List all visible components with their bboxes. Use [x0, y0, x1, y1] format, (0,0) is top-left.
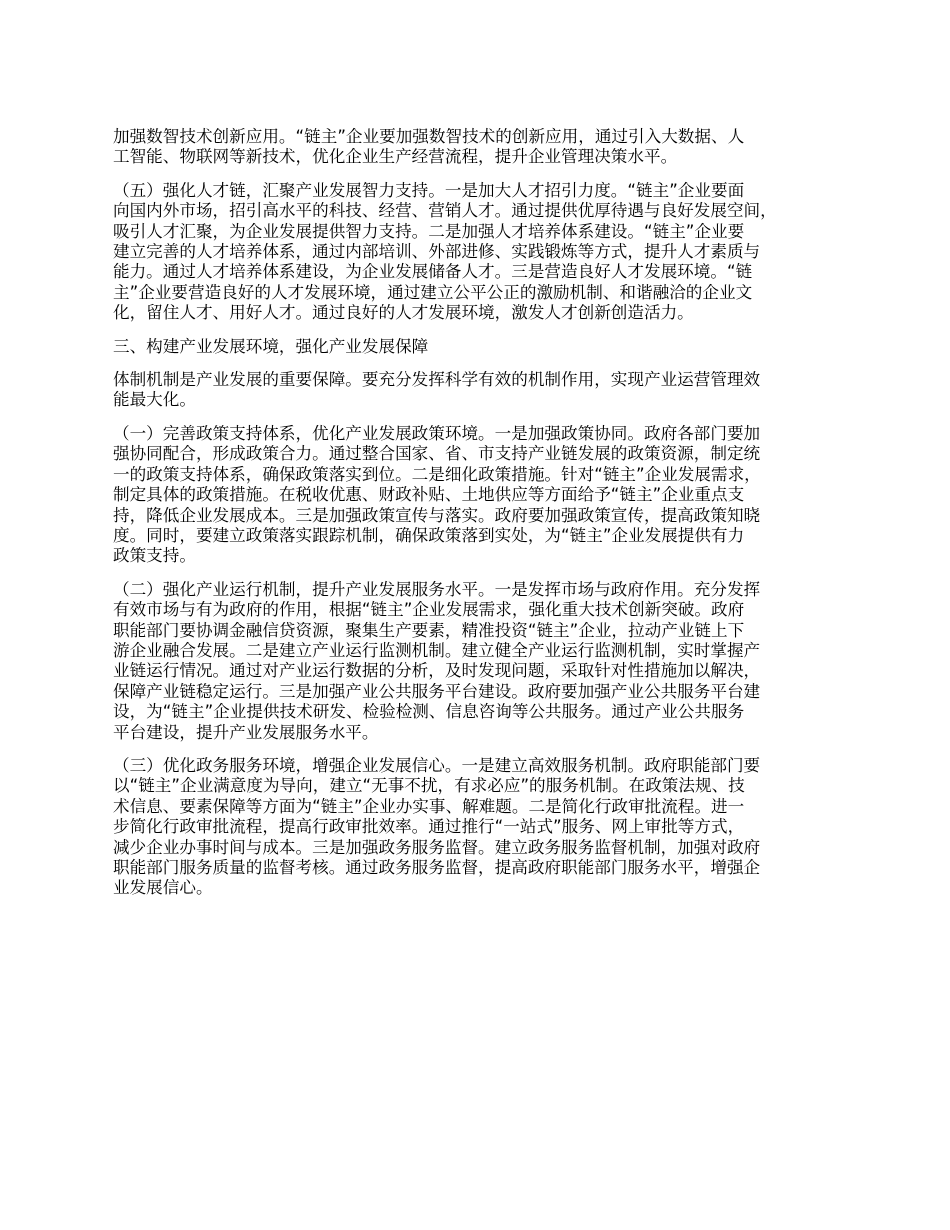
text-line: 设，为“链主”企业提供技术研发、检验检测、信息咨询等公共服务。通过产业公共服务	[113, 702, 745, 722]
text-line: 能最大化。	[113, 390, 196, 410]
text-line: 减少企业办事时间与成本。三是加强政务服务监督。建立政务服务监督机制，加强对政府	[113, 837, 761, 857]
document-body	[113, 127, 853, 912]
text-line: 体制机制是产业发展的重要保障。要充分发挥科学有效的机制作用，实现产业运营管理效	[113, 370, 761, 390]
text-line: 平台建设，提升产业发展服务水平。	[113, 722, 379, 742]
text-line: （二）强化产业运行机制，提升产业发展服务水平。一是发挥市场与政府作用。充分发挥	[113, 579, 761, 599]
text-line: （三）优化政务服务环境，增强企业发展信心。一是建立高效服务机制。政府职能部门要	[113, 755, 761, 775]
text-line: 业发展信心。	[113, 878, 213, 898]
text-line: 有效市场与有为政府的作用，根据“链主”企业发展需求，强化重大技术创新突破。政府	[113, 600, 745, 620]
text-line: 职能部门服务质量的监督考核。通过政务服务监督，提高政府职能部门服务水平，增强企	[113, 858, 761, 877]
text-line: 制定具体的政策措施。在税收优惠、财政补贴、土地供应等方面给予“链主”企业重点支	[113, 485, 745, 505]
text-line: 职能部门要协调金融信贷资源，聚集生产要素，精准投资“链主”企业，拉动产业链上下	[113, 620, 745, 640]
body-paragraph	[113, 580, 853, 743]
body-paragraph	[113, 127, 853, 168]
text-line: 建立完善的人才培养体系，通过内部培训、外部进修、实践锻炼等方式，提升人才素质与	[113, 242, 761, 262]
text-line: 政策支持。	[113, 546, 196, 566]
text-line: 持，降低企业发展成本。三是加强政策宣传与落实。政府要加强政策宣传，提高政策知晓	[113, 505, 761, 525]
body-paragraph	[113, 370, 853, 411]
text-line: 强协同配合，形成政策合力。通过整合国家、省、市支持产业链发展的政策资源，制定统	[113, 444, 761, 464]
text-line: 化，留住人才、用好人才。通过良好的人才发展环境，激发人才创新创造活力。	[113, 303, 694, 323]
body-paragraph	[113, 756, 853, 899]
text-line: 能力。通过人才培养体系建设，为企业发展储备人才。三是营造良好人才发展环境。“链	[113, 262, 753, 282]
text-line: 度。同时，要建立政策落实跟踪机制，确保政策落到实处，为“链主”企业发展提供有力	[113, 525, 745, 545]
body-paragraph	[113, 424, 853, 567]
body-paragraph	[113, 181, 853, 324]
text-line: 业链运行情况。通过对产业运行数据的分析，及时发现问题，采取针对性措施加以解决，	[113, 661, 761, 681]
text-line: 吸引人才汇聚，为企业发展提供智力支持。二是加强人才培养体系建设。“链主”企业要	[113, 221, 745, 241]
section-heading	[113, 337, 853, 357]
text-line: 以“链主”企业满意度为导向，建立“无事不扰，有求必应”的服务机制。在政策法规、技	[113, 776, 745, 796]
text-line: 工智能、物联网等新技术，优化企业生产经营流程，提升企业管理决策水平。	[113, 147, 678, 167]
text-line: 游企业融合发展。二是建立产业运行监测机制。建立健全产业运行监测机制，实时掌握产	[113, 640, 761, 660]
text-line: 一的政策支持体系，确保政策落实到位。二是细化政策措施。针对“链主”企业发展需求，	[113, 464, 761, 484]
text-line: （一）完善政策支持体系，优化产业发展政策环境。一是加强政策协同。政府各部门要加	[113, 423, 761, 443]
text-line: 术信息、要素保障等方面为“链主”企业办实事、解难题。二是简化行政审批流程。进一	[113, 796, 745, 816]
text-line: 加强数智技术创新应用。“链主”企业要加强数智技术的创新应用，通过引入大数据、人	[113, 127, 745, 146]
text-line: （五）强化人才链，汇聚产业发展智力支持。一是加大人才招引力度。“链主”企业要面	[113, 180, 745, 200]
text-line: 步简化行政审批流程，提高行政审批效率。通过推行“一站式”服务、网上审批等方式，	[113, 817, 745, 837]
text-line: 三、构建产业发展环境，强化产业发展保障	[113, 336, 429, 356]
text-line: 主”企业要营造良好的人才发展环境，通过建立公平公正的激励机制、和谐融洽的企业文	[113, 282, 753, 302]
text-line: 保障产业链稳定运行。三是加强产业公共服务平台建设。政府要加强产业公共服务平台建	[113, 681, 761, 701]
text-line: 向国内外市场，招引高水平的科技、经营、营销人才。通过提供优厚待遇与良好发展空间，	[113, 201, 777, 221]
